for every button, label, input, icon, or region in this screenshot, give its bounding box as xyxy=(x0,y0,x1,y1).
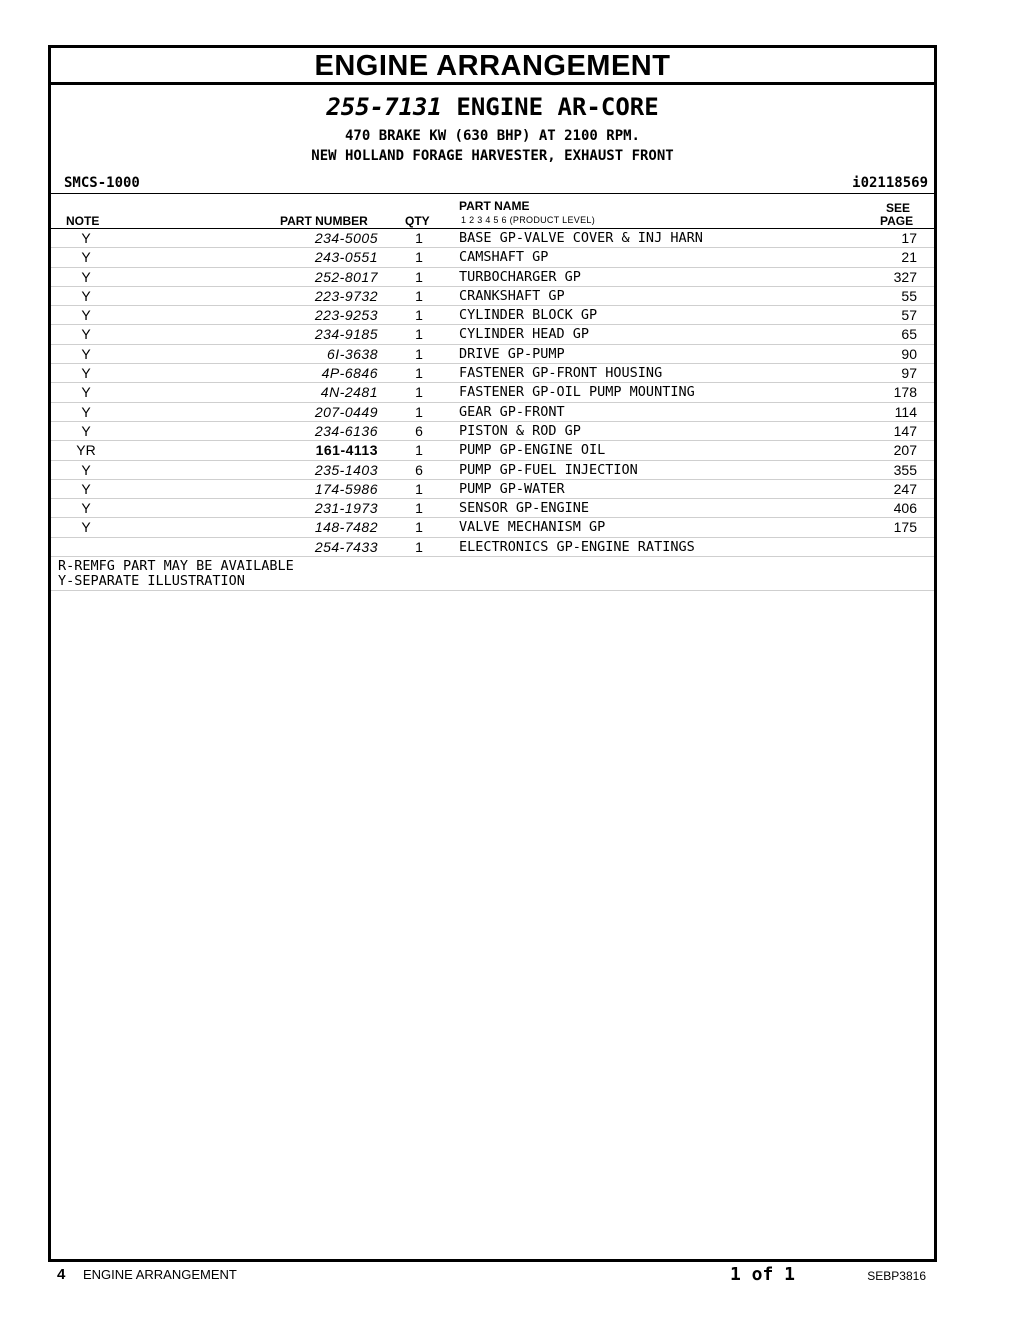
smcs-code: SMCS-1000 xyxy=(64,175,140,191)
cell-qty: 1 xyxy=(415,365,423,382)
cell-note: Y xyxy=(81,230,91,246)
cell-qty: 1 xyxy=(415,326,423,343)
cell-part-name: BASE GP-VALVE COVER & INJ HARN xyxy=(459,230,703,246)
cell-qty: 1 xyxy=(415,538,423,555)
cell-qty: 1 xyxy=(415,480,423,497)
table-row xyxy=(51,364,934,383)
page-frame xyxy=(48,45,937,1262)
cell-part-number: 234-5005 xyxy=(314,230,378,246)
cell-qty: 1 xyxy=(415,230,423,246)
table-row xyxy=(51,268,934,287)
cell-qty: 1 xyxy=(415,345,423,362)
cell-part-number: 252-8017 xyxy=(314,268,378,285)
column-headers xyxy=(51,194,934,229)
cell-qty: 1 xyxy=(415,403,423,420)
cell-see-page: 21 xyxy=(901,249,917,266)
cell-see-page: 207 xyxy=(893,442,917,459)
group-rating: 470 BRAKE KW (630 BHP) AT 2100 RPM. xyxy=(344,128,640,144)
table-row xyxy=(51,287,934,306)
footer-doc-id: SEBP3816 xyxy=(867,1269,926,1283)
cell-see-page: 17 xyxy=(901,230,917,246)
table-row xyxy=(51,248,934,267)
cell-note: Y xyxy=(81,307,91,324)
table-row xyxy=(51,383,934,402)
col-note: NOTE xyxy=(66,214,100,228)
cell-note: Y xyxy=(81,384,91,401)
cell-part-name: FASTENER GP-FRONT HOUSING xyxy=(459,365,663,382)
table-row xyxy=(51,480,934,499)
cell-qty: 6 xyxy=(415,461,423,478)
table-row xyxy=(51,306,934,325)
cell-part-number: 4N-2481 xyxy=(320,384,378,401)
group-part-name: ENGINE AR-CORE xyxy=(456,93,659,121)
table-row xyxy=(51,325,934,344)
cell-see-page: 97 xyxy=(901,365,917,382)
col-product-levels: 1 2 3 4 5 6 (PRODUCT LEVEL) xyxy=(461,215,595,225)
group-part-number: 255-7131 xyxy=(326,93,442,121)
cell-see-page: 57 xyxy=(901,307,917,324)
cell-note: Y xyxy=(81,461,91,478)
cell-see-page: 406 xyxy=(893,500,917,517)
cell-qty: 1 xyxy=(415,384,423,401)
cell-see-page: 327 xyxy=(893,268,917,285)
cell-part-name: FASTENER GP-OIL PUMP MOUNTING xyxy=(459,384,695,401)
col-page: PAGE xyxy=(880,214,914,228)
cell-note: Y xyxy=(81,365,91,382)
legend-notes xyxy=(51,557,934,591)
table-row xyxy=(51,403,934,422)
cell-part-number: 243-0551 xyxy=(314,249,378,266)
cell-part-name: PUMP GP-WATER xyxy=(459,480,565,497)
cell-part-name: GEAR GP-FRONT xyxy=(459,403,565,420)
footer-section: ENGINE ARRANGEMENT xyxy=(82,1267,237,1282)
group-title xyxy=(51,93,934,121)
cell-see-page: 355 xyxy=(893,461,917,478)
cell-part-name: PISTON & ROD GP xyxy=(459,422,581,439)
cell-part-number: 254-7433 xyxy=(314,538,378,555)
table-row xyxy=(51,345,934,364)
cell-part-name: CYLINDER HEAD GP xyxy=(459,326,590,343)
cell-part-number: 234-9185 xyxy=(314,326,378,343)
cell-part-number: 223-9253 xyxy=(314,307,378,324)
cell-note: Y xyxy=(81,422,91,439)
cell-part-number: 148-7482 xyxy=(314,519,378,536)
cell-part-number: 174-5986 xyxy=(314,480,378,497)
cell-see-page: 55 xyxy=(901,287,917,304)
illustration-id: i02118569 xyxy=(852,175,928,191)
cell-see-page: 175 xyxy=(893,519,917,536)
cell-part-number: 6I-3638 xyxy=(327,345,378,362)
footer-left xyxy=(57,1266,237,1283)
cell-qty: 1 xyxy=(415,287,423,304)
cell-note: Y xyxy=(81,519,91,536)
cell-qty: 1 xyxy=(415,442,423,459)
cell-see-page: 147 xyxy=(893,422,917,439)
cell-qty: 1 xyxy=(415,268,423,285)
cell-note: Y xyxy=(81,326,91,343)
cell-part-name: SENSOR GP-ENGINE xyxy=(459,500,590,517)
cell-note: Y xyxy=(81,268,91,285)
table-row xyxy=(51,461,934,480)
cell-part-name: PUMP GP-FUEL INJECTION xyxy=(459,461,638,478)
cell-part-name: CAMSHAFT GP xyxy=(459,249,549,266)
cell-part-name: CYLINDER BLOCK GP xyxy=(459,307,598,324)
cell-part-name: VALVE MECHANISM GP xyxy=(459,519,606,536)
cell-part-number: 234-6136 xyxy=(314,422,378,439)
cell-see-page: 247 xyxy=(893,480,917,497)
cell-part-number: 231-1973 xyxy=(314,500,378,517)
cell-qty: 6 xyxy=(415,422,423,439)
table-row xyxy=(51,538,934,557)
cell-part-name: CRANKSHAFT GP xyxy=(459,287,565,304)
cell-qty: 1 xyxy=(415,500,423,517)
cell-part-number: 223-9732 xyxy=(314,287,378,304)
cell-qty: 1 xyxy=(415,249,423,266)
cell-part-number: 207-0449 xyxy=(314,403,378,420)
col-part-number: PART NUMBER xyxy=(280,214,368,228)
cell-note: Y xyxy=(81,403,91,420)
cell-note: Y xyxy=(81,500,91,517)
cell-part-name: ELECTRONICS GP-ENGINE RATINGS xyxy=(459,538,695,555)
footer-page-number: 4 xyxy=(57,1266,66,1283)
cell-part-name: TURBOCHARGER GP xyxy=(459,268,581,285)
cell-part-name: DRIVE GP-PUMP xyxy=(459,345,565,362)
parts-table xyxy=(51,229,934,557)
legend-note: R-REMFG PART MAY BE AVAILABLE xyxy=(58,558,294,575)
cell-see-page: 178 xyxy=(893,384,917,401)
col-qty: QTY xyxy=(405,214,430,228)
cell-part-number: 235-1403 xyxy=(314,461,378,478)
group-application: NEW HOLLAND FORAGE HARVESTER, EXHAUST FRONT xyxy=(311,148,674,164)
footer-sheet-count: 1 of 1 xyxy=(730,1264,796,1285)
col-see: SEE xyxy=(886,201,911,215)
cell-note: Y xyxy=(81,287,91,304)
cell-note: Y xyxy=(81,249,91,266)
table-row xyxy=(51,422,934,441)
cell-qty: 1 xyxy=(415,307,423,324)
page-title: ENGINE ARRANGEMENT xyxy=(51,48,934,85)
table-row xyxy=(51,518,934,537)
cell-note: Y xyxy=(81,345,91,362)
cell-part-number: 161-4113 xyxy=(315,442,378,459)
table-row xyxy=(51,441,934,460)
cell-part-number: 4P-6846 xyxy=(321,365,378,382)
col-part-name: PART NAME xyxy=(459,199,530,213)
cell-note: YR xyxy=(76,442,96,459)
cell-note: Y xyxy=(81,480,91,497)
cell-part-name: PUMP GP-ENGINE OIL xyxy=(459,442,606,459)
cell-see-page: 114 xyxy=(894,403,917,420)
cell-see-page: 65 xyxy=(901,326,917,343)
cell-qty: 1 xyxy=(415,519,423,536)
cell-see-page: 90 xyxy=(901,345,917,362)
table-row xyxy=(51,229,934,248)
group-header xyxy=(51,85,934,194)
table-row xyxy=(51,499,934,518)
legend-note: Y-SEPARATE ILLUSTRATION xyxy=(58,573,245,590)
